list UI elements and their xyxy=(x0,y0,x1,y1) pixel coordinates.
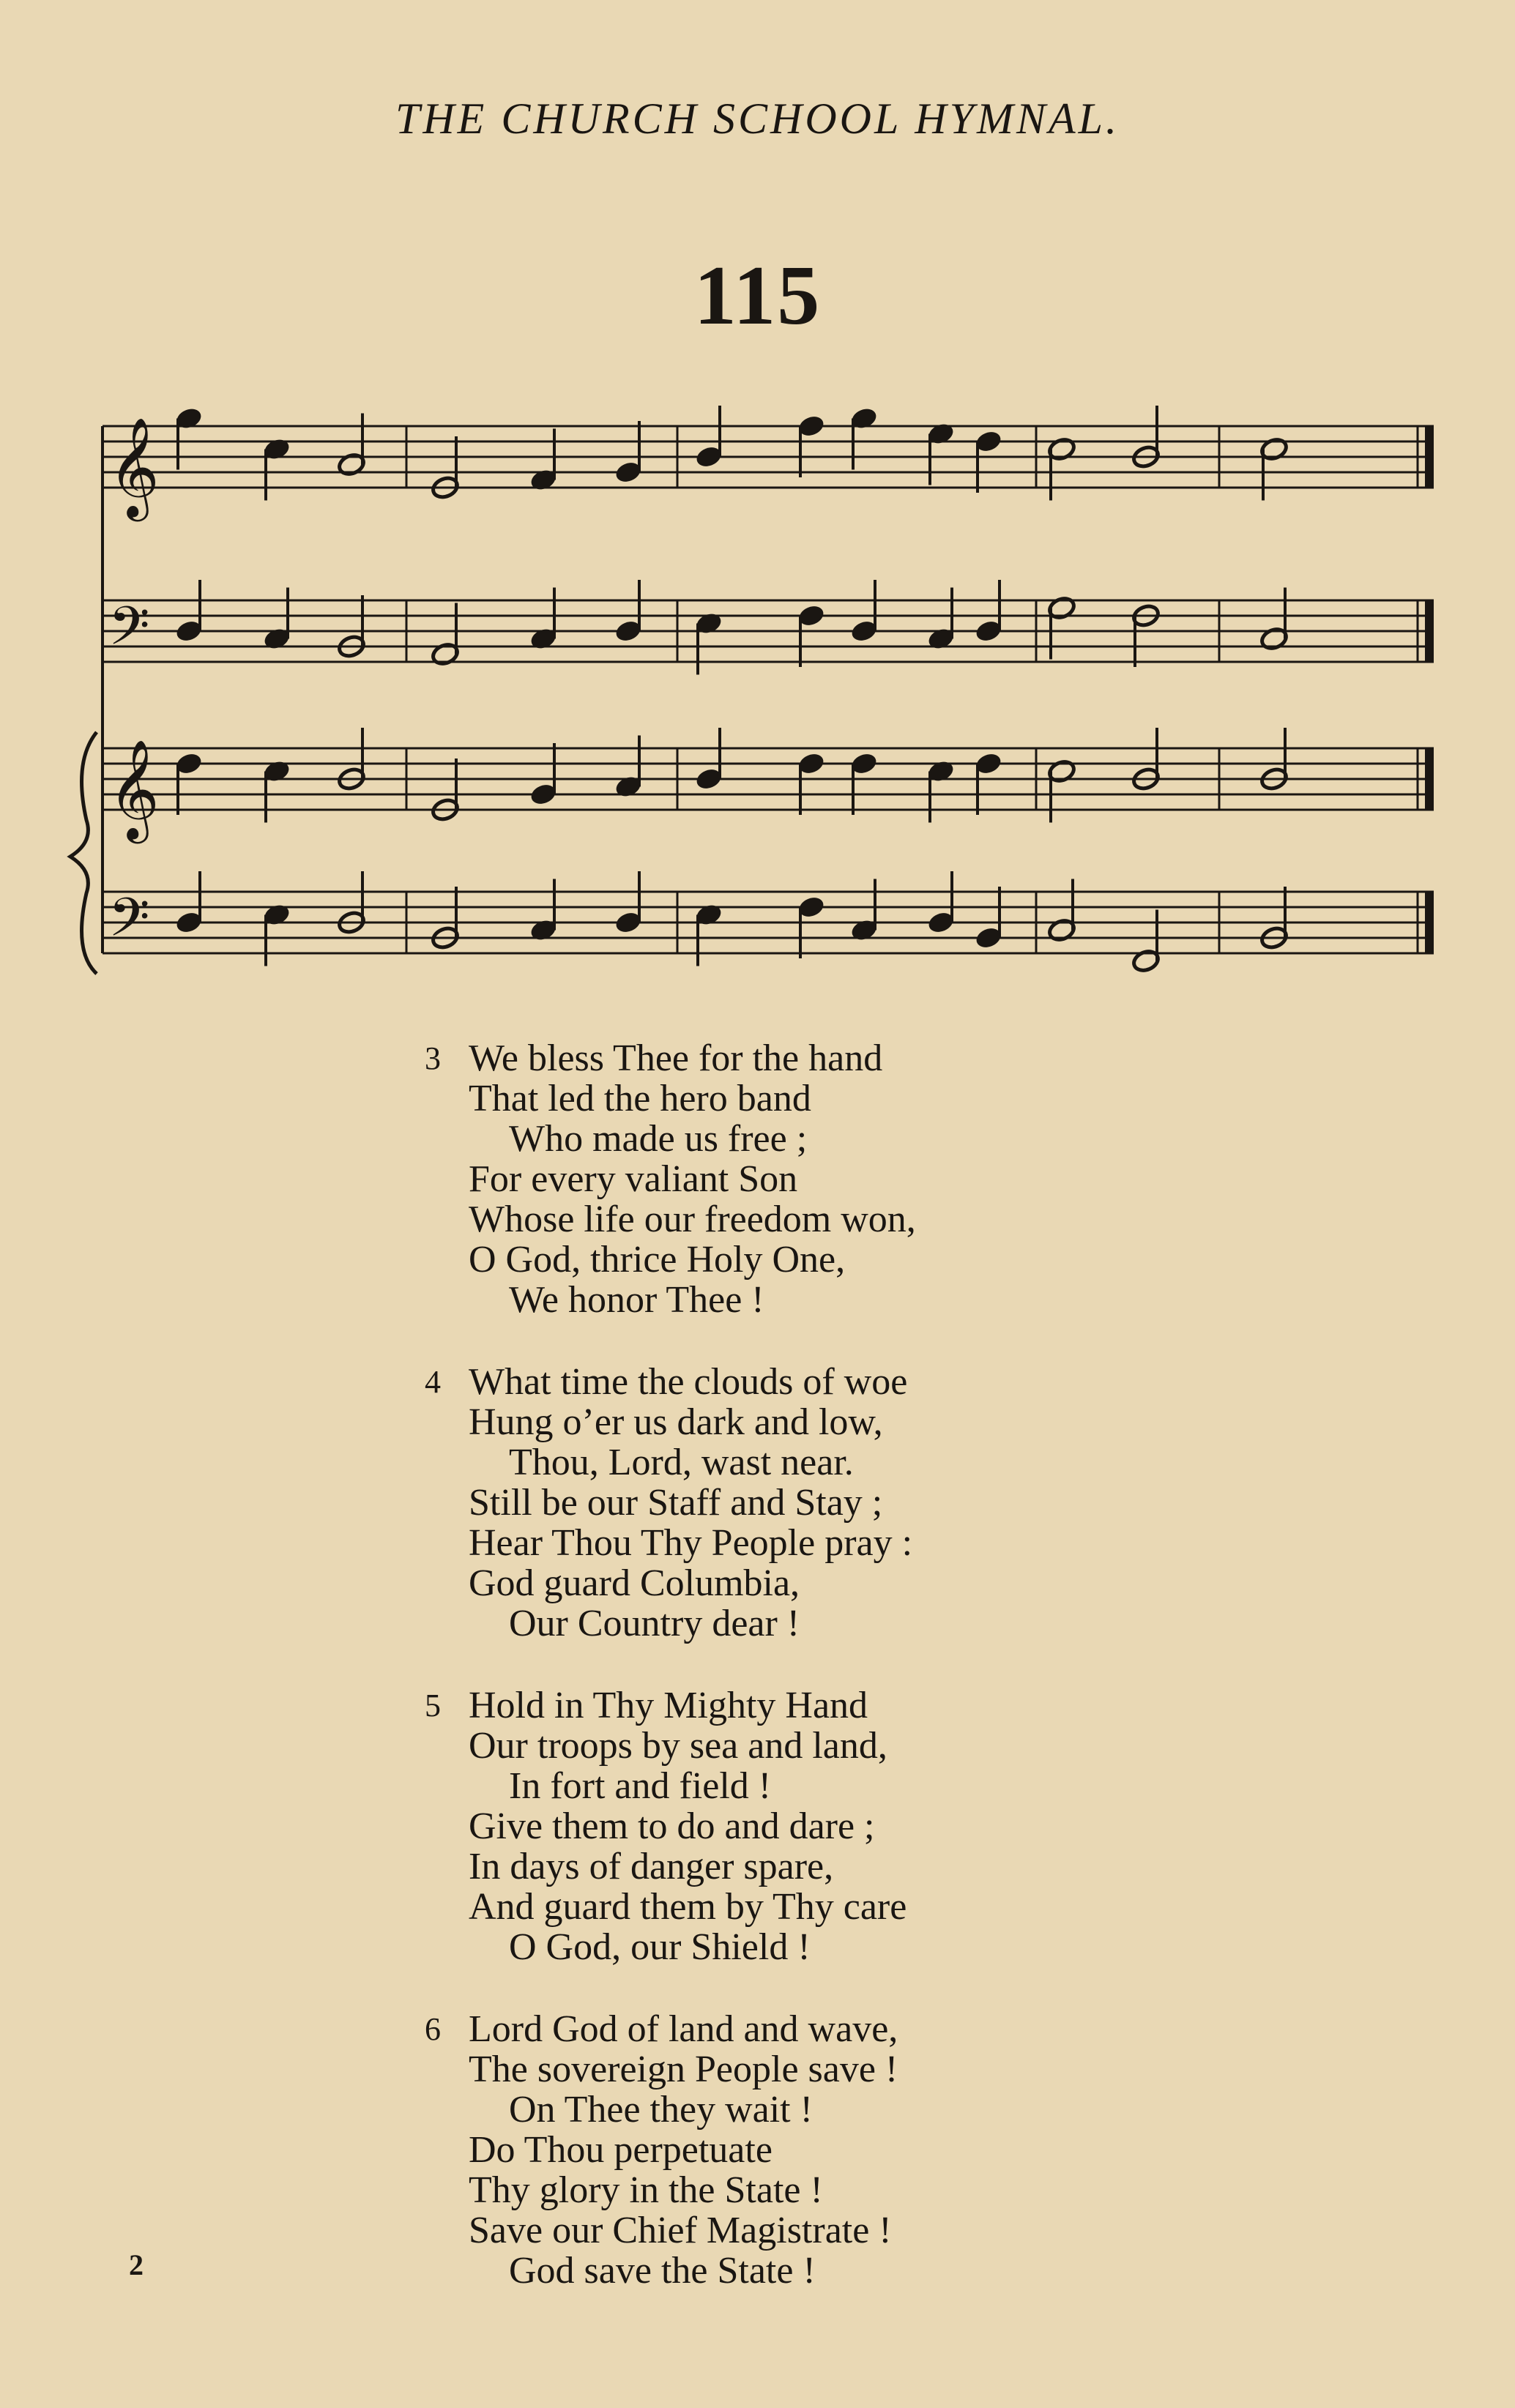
stanza-line: Hung o’er us dark and low, xyxy=(469,1401,883,1443)
stanza-line: The sovereign People save ! xyxy=(469,2049,898,2090)
stanza-line: Our Country dear ! xyxy=(509,1603,800,1644)
stanza-line: Who made us free ; xyxy=(509,1118,808,1160)
stanza-line: In fort and field ! xyxy=(509,1765,772,1807)
signature-mark: 2 xyxy=(129,2248,144,2281)
brace-icon xyxy=(70,732,97,974)
stanza-line: We honor Thee ! xyxy=(509,1279,764,1321)
stanza-line: For every valiant Son xyxy=(469,1158,798,1200)
final-barline xyxy=(1425,600,1434,662)
bass-clef-icon: 𝄢 xyxy=(108,886,150,961)
music-score xyxy=(0,0,1515,1040)
stanza-number: 3 xyxy=(425,1040,441,1076)
treble-clef-icon: 𝄞 xyxy=(108,416,160,517)
stanza-line: Hold in Thy Mighty Hand xyxy=(469,1685,868,1726)
stanza-line: Hear Thou Thy People pray : xyxy=(469,1522,913,1564)
stanza-number: 5 xyxy=(425,1688,441,1723)
stanza-4 xyxy=(425,1361,1128,1644)
final-barline xyxy=(1425,748,1434,810)
stanza-line: That led the hero band xyxy=(469,1078,811,1119)
stanza-line: We bless Thee for the hand xyxy=(469,1037,883,1079)
stanza-line: And guard them by Thy care xyxy=(469,1886,907,1928)
stanza-line: O God, thrice Holy One, xyxy=(469,1239,846,1281)
running-head: THE CHURCH SCHOOL HYMNAL. xyxy=(395,94,1120,143)
stanza-line: Do Thou perpetuate xyxy=(469,2129,773,2171)
stanza-6 xyxy=(425,2008,1128,2292)
stanza-line: Give them to do and dare ; xyxy=(469,1805,875,1847)
stanza-line: God save the State ! xyxy=(509,2250,816,2292)
bass-clef-icon: 𝄢 xyxy=(108,594,150,670)
stanza-line: God guard Columbia, xyxy=(469,1562,800,1604)
stanza-line: On Thee they wait ! xyxy=(509,2089,813,2131)
stanza-line: Whose life our freedom won, xyxy=(469,1199,916,1240)
treble-clef-icon: 𝄞 xyxy=(108,738,160,839)
stanza-line: Still be our Staff and Stay ; xyxy=(469,1482,883,1524)
final-barline xyxy=(1425,892,1434,953)
hymn-number: 115 xyxy=(693,249,822,343)
stanza-line: Thou, Lord, wast near. xyxy=(509,1442,854,1483)
stanza-number: 4 xyxy=(425,1364,441,1400)
stanza-number: 6 xyxy=(425,2011,441,2047)
stanza-line: Thy glory in the State ! xyxy=(469,2169,823,2211)
stanza-line: Save our Chief Magistrate ! xyxy=(469,2210,892,2251)
stanza-3 xyxy=(425,1037,1128,1321)
stanza-5 xyxy=(425,1685,1128,1968)
stanza-line: O God, our Shield ! xyxy=(509,1926,811,1968)
stanza-line: Lord God of land and wave, xyxy=(469,2008,898,2050)
final-barline xyxy=(1425,426,1434,488)
stanza-line: In days of danger spare, xyxy=(469,1846,834,1887)
stanza-line: What time the clouds of woe xyxy=(469,1361,908,1403)
stanza-line: Our troops by sea and land, xyxy=(469,1725,887,1767)
